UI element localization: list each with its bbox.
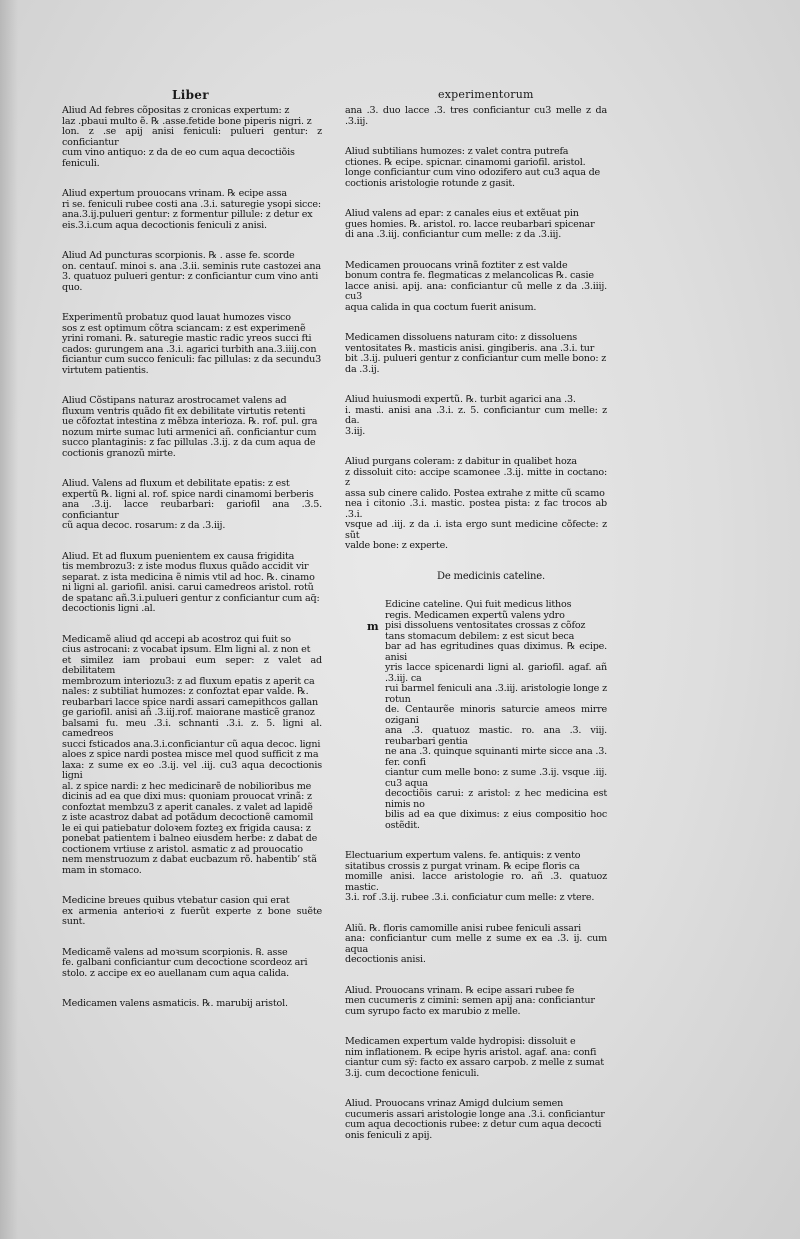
initial-paragraph — [345, 600, 607, 831]
paragraph: Medicamen dissoluens naturam cito: z dissoluens ventositates ℞. masticis anisi. gingiberis. ana .3.i. tur bit .3.ij. pulueri gentur z conficiantur cum melle bono: z da .3.ij. — [345, 332, 607, 375]
paragraph: Aliud Ad puncturas scorpionis. ℞ . asse fe. scorde on. centauſ. minoi s. ana .3.ii. seminis rute castozei ana 3. quatuoz pulueri gentur: z conficiantur cum vino anti quo. — [62, 250, 321, 293]
paragraph: Aliud Ad febres cõpositas z cronicas expertum: z laz .pbaui multo ẽ. ℞ .asse.fetide bone piperis nigri. z lon. z .se apij anisi feniculi: pulueri gentur: z conficiantur cum vino antiquo: z da de eo cum aqua decoctiõis feniculi. — [62, 105, 322, 169]
paragraph: Aliud. Prouocans vrinam. ℞ ecipe assari rubee fe men cucumeris z cimini: semen apij ana: conficiantur cum syrupo facto ex marubio z melle. — [345, 984, 595, 1017]
section-heading: De medicinis cateline. — [437, 570, 545, 582]
running-header-right: experimentorum — [438, 88, 534, 101]
left-column — [62, 106, 322, 1030]
paragraph: Aliud valens ad epar: z canales eius et extẽuat pin gues homies. ℞. aristol. ro. lacce reubarbari spicenar di ana .3.iij. conficiantur cum melle: z da .3.iij. — [345, 208, 595, 240]
paragraph: Aliud Cõstipans naturaz arostrocamet valens ad fluxum ventris quãdo fit ex debilitate virtutis retenti ue cõfoztat intestina z mẽbza interioza. ℞. rof. pul. gra nozum mirte sumac luti armenici añ. conficiantur cum succo plantaginis: z fac pillulas .3.ij. z da cum aqua de coctionis granozũ mirte. — [62, 395, 318, 459]
running-header-left: Liber — [172, 88, 209, 102]
guide-letter: m — [367, 620, 379, 633]
paragraph: Medicamen expertum valde hydropisi: dissoluit e nim inflationem. ℞ ecipe hyris aristol. agaf. ana: confi ciantur cum sy̅: facto ex assaro carpob. z melle z sumat 3.ij. cum decoctione feniculi. — [345, 1036, 604, 1079]
paragraph: Aliud. Et ad fluxum puenientem ex causa frigidita tis membrozu3: z iste modus fluxus quãdo accidit vir separat. z ista medicina ẽ nimis vtil ad hoc. ℞. cinamo ni ligni al. gariofil. anisi. carui camedreos aristol. rotũ de spatanc añ.3.i.pulueri gentur z conficiantur cum aq̃: decoctionis ligni .al. — [62, 550, 320, 614]
paragraph: Medicamen prouocans vrinã foztiter z est valde bonum contra fe. flegmaticas z melancolicas ℞. casie lacce anisi. apij. ana: conficiantur cũ melle z da .3.iiij. cu3 aqua calida in qua coctum fuerit anisum. — [345, 259, 607, 313]
paragraph: Aliud. Valens ad fluxum et debilitate epatis: z est expertũ ℞. ligni al. rof. spice nardi cinamomi berberis ana .3.ij. lacce reubarbari: gariofil ana .3.5. conficiantur cũ aqua decoc. rosarum: z da .3.iij. — [62, 478, 322, 531]
paragraph: Electuarium expertum valens. fe. antiquis: z vento sitatibus crossis z purgat vrinam. ℞ ecipe floris ca momille anisi. lacce aristologie ro. añ .3. quatuoz mastic. 3.i. rof .3.ij. rubee .3.i. conficiatur cum melle: z vtere. — [345, 850, 607, 903]
paragraph: Aliud huiusmodi expertũ. ℞. turbit agarici ana .3. i. masti. anisi ana .3.i. z. 5. conficiantur cum melle: z da. 3.iij. — [345, 394, 607, 437]
paragraph: Medicine breues quibus vtebatur casion qui erat ex armenia anterioꝛi z fuerũt experte z bone suẽte sunt. — [62, 895, 322, 927]
paragraph: Medicamẽ valens ad moꝛsum scorpionis. ℞. asse fe. galbani conficiantur cum decoctione scordeoz ari stolo. z accipe ex eo auellanam cum aqua calida. — [62, 946, 308, 979]
paragraph: Experimentũ probatuz quod lauat humozes visco sos z est optimum cõtra sciancam: z est experimenẽ yrini romani. ℞. saturegie mastic radic yreos succi fti cados: gurungem ana .3.i. agarici turbith ana.3.iiij.con ficiantur cum succo feniculi: fac pillulas: z da secundu3 virtutem patientis. — [62, 312, 322, 376]
paragraph: Aliud subtilians humozes: z valet contra putrefa ctiones. ℞ ecipe. spicnar. cinamomi gariofil. aristol. longe conficiantur cum vino odozifero aut cu3 aqua de coctionis aristologie rotunde z gasit. — [345, 146, 601, 189]
paragraph: Aliud expertum prouocans vrinam. ℞ ecipe assa ri se. feniculi rubee costi ana .3.i. saturegie ysopi sicce: ana.3.ij.pulueri gentur: z formentur pillule: z detur ex eis.3.i.cum aqua decoctionis feniculi z anisi. — [62, 188, 321, 231]
paragraph: Aliud. Prouocans vrinaz Amigd dulcium semen cucumeris assari aristologie longe ana .3.i. conficiantur cum aqua decoctionis rubee: z detur cum aqua decocti onis feniculi z apij. — [345, 1098, 605, 1141]
paragraph: Medicamen valens asmaticis. ℞. marubij aristol. — [62, 998, 288, 1009]
paragraph: Aliũ. ℞. floris camomille anisi rubee feniculi assari ana: conficiantur cum melle z sume ex ea .3. ij. cum aqua decoctionis anisi. — [345, 922, 607, 965]
paragraph: Edicine cateline. Qui fuit medicus lithos regis. Medicamen expertũ valens ydro pisi dissoluens ventositates crossas z cõfoz tans stomacum debilem: z est sicut beca bar ad has egritudines quas diximus. ℞ ecipe. anisi yris lacce spicenardi ligni al. gariofil. agaf. añ .3.iij. ca rui barmel feniculi ana .3.iij. aristologie longe z rotun de. Centaurẽe minoris saturcie ameos mirre ozigani ana .3. quatuoz mastic. ro. ana .3. viij. reubarbari gentia ne ana .3. quinque squinanti mirte sicce ana .3. fer. confi ciantur cum melle bono: z sume .3.ij. vsque .iij. cu3 aqua decoctiõis carui: z aristol: z hec medicina est nimis no bilis ad ea que diximus: z eius compositio hoc ostẽdit. — [385, 599, 607, 831]
paragraph: ana .3. duo lacce .3. tres conficiantur cu3 melle z da .3.iij. — [345, 105, 607, 127]
paragraph: Aliud purgans coleram: z dabitur in qualibet hoza z dissoluit cito: accipe scamonee .3.ij. mitte in coctano: z assa sub cinere calido. Postea extrahe z mitte cũ scamo nea i citonio .3.i. mastic. postea pista: z fac trocos ab .3.i. vsque ad .iij. z da .i. ista ergo sunt medicine cõfecte: z sũt valde bone: z experte. — [345, 456, 607, 551]
right-column — [345, 106, 607, 1161]
paragraph: Medicamẽ aliud qd accepi ab acostroz qui fuit so cius astrocani: z vocabat ipsum. Elm ligni al. z non et et similez iam probaui eum seper: z valet ad debilitatem membrozum interiozu3: z ad fluxum epatis z aperit ca nales: z subtiliat humozes: z confoztat epar valde. ℞. reubarbari lacce spice nardi assari camepithcos gallan ge gariofil. anisi añ .3.iij.rof. maiorane masticẽ granoz balsami fu. meu .3.i. schnanti .3.i. z. 5. ligni al. camedreos succi fsticados ana.3.i.conficiantur cũ aqua decoc. ligni aloes z spice nardi postea misce mel quod sufficit z ma laxa: z sume ex eo .3.ij. vel .iij. cu3 aqua decoctionis ligni al. z spice nardi: z hec medicinarẽ de nobilioribus me dicinis ad ea que dixi mus: quoniam prouocat vrinã: z confoztat membzu3 z aperit canales. z valet ad lapidẽ z iste acastroz dabat ad potãdum decoctionẽ camomil le ei qui patiebatur doloꝛem fozteꝫ ex frigida causa: z ponebat patientem i balneo eiusdem herbe: z dabat de coctionem vrtiuse z aristol. asmatic z ad prouocatio nem menstruozum z dabat eucbazum rõ. habentib’ stã mam in stomaco. — [62, 633, 322, 876]
